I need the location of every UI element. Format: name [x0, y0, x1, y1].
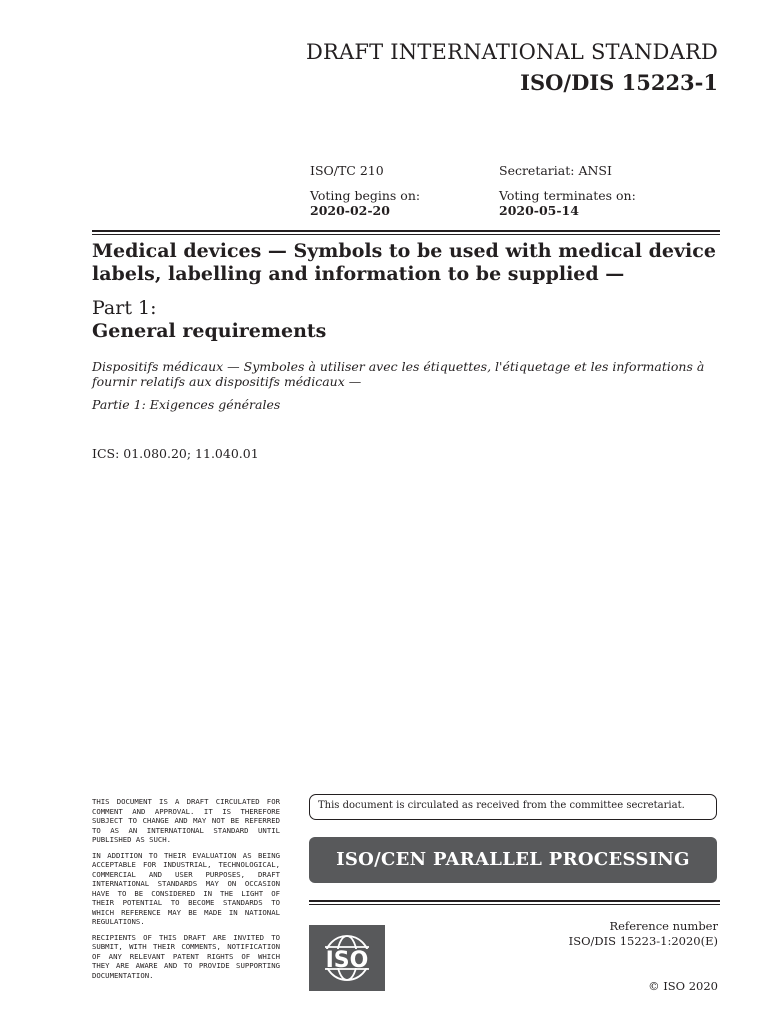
copyright-notice: © ISO 2020	[648, 979, 718, 993]
committee: ISO/TC 210	[310, 163, 384, 178]
disclaimer-paragraph: IN ADDITION TO THEIR EVALUATION AS BEING ACCEPTABLE FOR INDUSTRIAL, TECHNOLOGICAL, COMMERCIAL AND USER PURPOSES, DRAFT INTERNATIONAL STANDARDS MAY ON OCCASION HAVE TO BE CONSIDERED IN THE LIGHT OF THEIR POTENTIAL TO BECOME STANDARDS TO WHICH REFERENCE MAY BE MADE IN NATIONAL REGULATIONS.	[92, 850, 280, 926]
secretariat: Secretariat: ANSI	[499, 163, 612, 178]
circulation-note: This document is circulated as received from the committee secretariat.	[309, 794, 717, 820]
document-title: Medical devices — Symbols to be used with medical device labels, labelling and information to be supplied —	[92, 240, 716, 285]
part-label: Part 1:	[92, 297, 157, 319]
french-title: Dispositifs médicaux — Symboles à utiliser avec les étiquettes, l'étiquetage et les informations à fournir relatifs aux dispositifs médicaux —	[92, 359, 705, 389]
french-part-title: Partie 1: Exigences générales	[92, 397, 281, 412]
iso-logo-graphic	[309, 925, 385, 991]
voting-terminates-label: Voting terminates on:	[499, 188, 636, 203]
reference-number: ISO/DIS 15223-1:2020(E)	[568, 934, 718, 948]
title-divider-thick	[92, 230, 720, 232]
reference-number-label: Reference number	[609, 919, 718, 933]
ics-codes: ICS: 01.080.20; 11.040.01	[92, 446, 259, 461]
disclaimer-paragraph: THIS DOCUMENT IS A DRAFT CIRCULATED FOR COMMENT AND APPROVAL. IT IS THEREFORE SUBJECT TO CHANGE AND MAY NOT BE REFERRED TO AS AN INTERNATIONAL STANDARD UNTIL PUBLISHED AS SUCH.	[92, 797, 280, 844]
iso-logo-text: ISO	[325, 948, 369, 973]
footer-divider-thin	[309, 904, 720, 905]
title-divider-thin	[92, 234, 720, 235]
iso-logo-icon	[309, 925, 385, 991]
voting-terminates-date: 2020-05-14	[499, 203, 579, 218]
footer-divider-thick	[309, 900, 720, 902]
voting-begins-date: 2020-02-20	[310, 203, 390, 218]
disclaimer-paragraph: RECIPIENTS OF THIS DRAFT ARE INVITED TO SUBMIT, WITH THEIR COMMENTS, NOTIFICATION OF ANY RELEVANT PATENT RIGHTS OF WHICH THEY ARE AWARE AND TO PROVIDE SUPPORTING DOCUMENTATION.	[92, 932, 280, 980]
document-type: DRAFT INTERNATIONAL STANDARD	[306, 40, 718, 64]
processing-banner: ISO/CEN PARALLEL PROCESSING	[309, 837, 717, 883]
document-number: ISO/DIS 15223-1	[520, 70, 718, 95]
voting-begins-label: Voting begins on:	[310, 188, 421, 203]
part-title: General requirements	[92, 320, 327, 342]
draft-disclaimer	[92, 797, 280, 986]
